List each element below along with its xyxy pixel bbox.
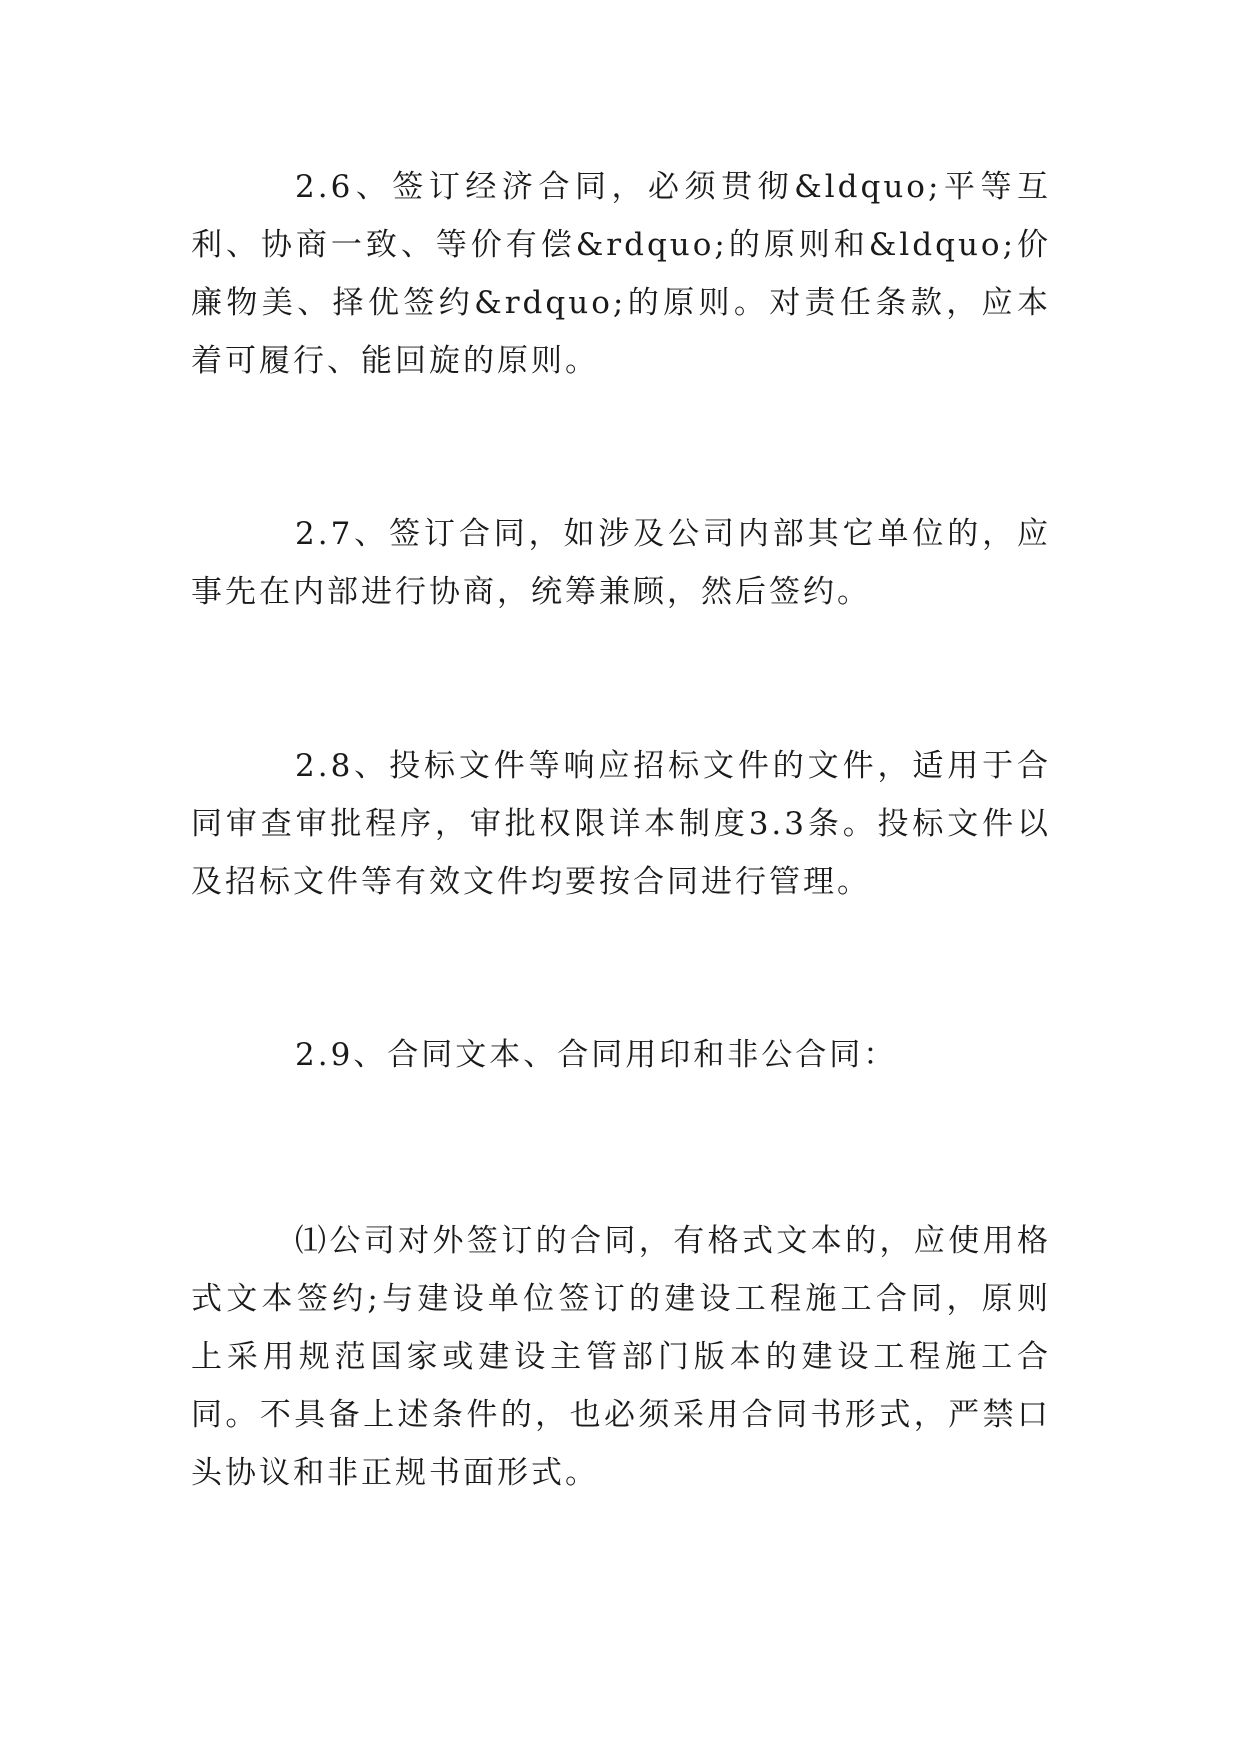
paragraph-2-9: 2.9、合同文本、合同用印和非公合同： (295, 1037, 898, 1073)
paragraph-2-9-1: ⑴公司对外签订的合同，有格式文本的，应使用格式文本签约;与建设单位签订的建设工程施工合同，原则上采用规范国家或建设主管部门版本的建设工程施工合同。不具备上述条件的，也必须采用合同书形式，严禁口头协议和非正规书面形式。 (191, 1223, 1051, 1491)
paragraph-2-6: 2.6、签订经济合同，必须贯彻&ldquo;平等互利、协商一致、等价有偿&rdquo;的原则和&ldquo;价廉物美、择优签约&rdquo;的原则。对责任条款，应本着可履行、能回旋的原则。 (191, 169, 1051, 379)
paragraph-2-7: 2.7、签订合同，如涉及公司内部其它单位的，应事先在内部进行协商，统筹兼顾，然后签约。 (191, 516, 1051, 610)
paragraph-2-8: 2.8、投标文件等响应招标文件的文件，适用于合同审查审批程序，审批权限详本制度3.3条。投标文件以及招标文件等有效文件均要按合同进行管理。 (191, 748, 1051, 900)
